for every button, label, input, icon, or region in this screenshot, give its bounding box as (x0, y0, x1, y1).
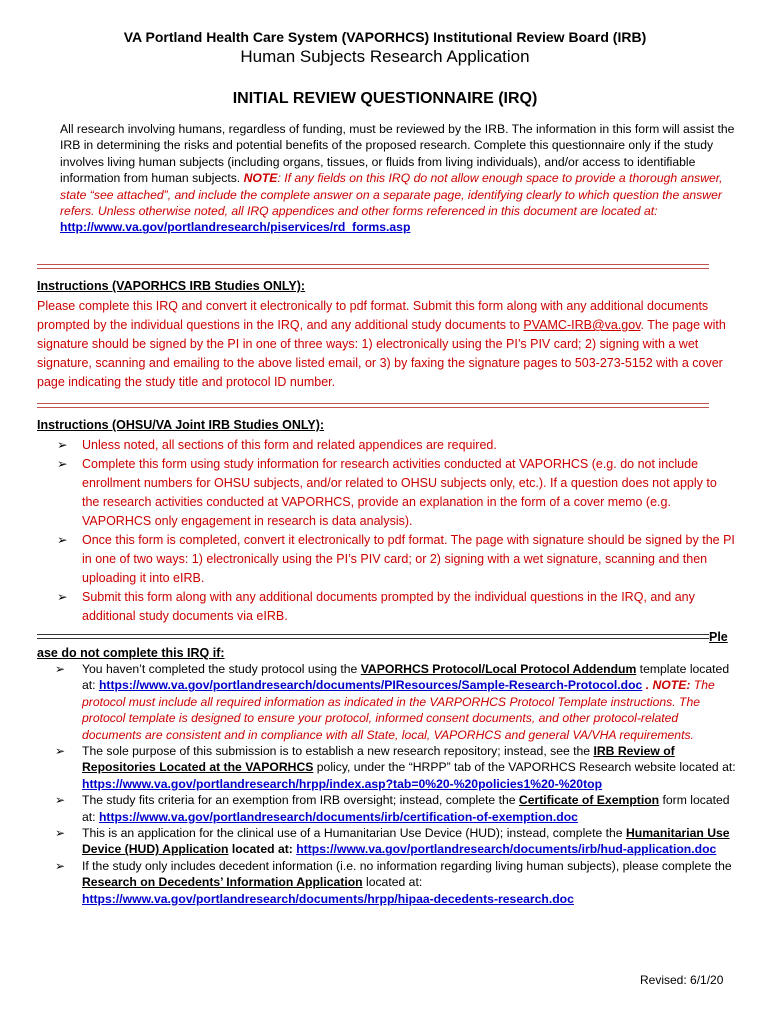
arrow-bullet-icon: ➢ (55, 662, 66, 676)
list-item: ➢ If the study only includes decedent information (i.e. no information regarding living human subjects), please complete the Research on Decedents’ Information Application located at: https://www.va.gov/portlandresearch/documents/hrpp/hipaa-decedents-research.doc (55, 858, 732, 906)
intro-paragraph (60, 121, 740, 236)
va-instructions-text: Please complete this IRQ and convert it electronically to pdf format. Submit this form along with any additional documents prompted by the individual questions in the IRQ, and any additional study documents to (37, 299, 709, 332)
list-item: ➢ Submit this form along with any additional documents prompted by the individual questions in the IRQ, and any additional study documents via eIRB. (57, 590, 695, 623)
list-item: ➢ The study fits criteria for an exemption from IRB oversight; instead, complete the Certificate of Exemption form located at: https://www.va.gov/portlandresearch/documents/irb/certification-of-exemption.doc (55, 793, 730, 824)
arrow-bullet-icon: ➢ (55, 858, 66, 873)
org-header: VA Portland Health Care System (VAPORHCS) Institutional Review Board (IRB) (123, 29, 647, 45)
va-instructions-title: Instructions (VAPORHCS IRB Studies ONLY): (37, 279, 306, 293)
intro-note-label: NOTE (243, 171, 278, 186)
intro-note-text: : If any fields on this IRQ do not allow enough space to provide a thorough answer, state “see attached”, and include the complete answer on a separate page, identifying clearly to which question the answer refers. Unless otherwise noted, all IRQ appendices and other forms referenced in this document are located at: (60, 171, 723, 219)
arrow-bullet-icon: ➢ (57, 438, 68, 452)
ohsu-instructions-list (37, 436, 737, 626)
irb-email-link[interactable]: PVAMC-IRB@va.gov (523, 318, 641, 332)
decedents-application-link[interactable]: https://www.va.gov/portlandresearch/documents/hrpp/hipaa-decedents-research.doc (82, 891, 574, 906)
do-not-list (37, 661, 737, 907)
forms-link[interactable]: http://www.va.gov/portlandresearch/piservices/rd_forms.asp (60, 220, 411, 235)
section-divider (37, 264, 709, 269)
arrow-bullet-icon: ➢ (55, 826, 66, 841)
section-divider (37, 403, 709, 408)
intro-text: All research involving humans, regardless of funding, must be reviewed by the IRB. The information in this form will assist the IRB in determining the risks and potential benefits of the proposed research. Complete this questionnaire only if the study involves living human subjects (including organs, tissues, or fluids from living individuals), and/or access to identifiable information from human subjects. (60, 122, 735, 186)
va-instructions-body (37, 297, 737, 392)
do-not-title: ase do not complete this IRQ if: (37, 646, 225, 660)
page-title: INITIAL REVIEW QUESTIONNAIRE (IRQ) (232, 90, 538, 107)
application-subtitle: Human Subjects Research Application (240, 47, 530, 66)
arrow-bullet-icon: ➢ (55, 793, 66, 808)
va-instructions-text-after: . The page with signature should be signed by the PI in one of three ways: 1) electronically using the PI’s PIV card; 2) signing with a wet signature, scanning and emailing to the above listed email, or 3) by faxing the signature pages to 503-273-5152 with a cover page indicating the study title and protocol ID number. (37, 318, 726, 389)
ohsu-instructions-title: Instructions (OHSU/VA Joint IRB Studies ONLY): (37, 418, 325, 432)
revision-date: Revised: 6/1/20 (640, 973, 724, 987)
list-item: ➢ Once this form is completed, convert it electronically to pdf format. The page with signature should be signed by the PI in one of two ways: 1) electronically using the PI’s PIV card; or 2) signing with a wet signature, scanning and then uploading it into eIRB. (57, 533, 735, 585)
arrow-bullet-icon: ➢ (57, 533, 68, 547)
arrow-bullet-icon: ➢ (57, 590, 68, 604)
section-divider (37, 634, 709, 639)
protocol-template-link[interactable]: https://www.va.gov/portlandresearch/documents/PIResources/Sample-Research-Protocol.doc (98, 678, 643, 693)
list-item: ➢ Unless noted, all sections of this form and related appendices are required. (37, 436, 737, 455)
arrow-bullet-icon: ➢ (55, 744, 66, 759)
list-item: ➢ Complete this form using study information for research activities conducted at VAPORHCS (e.g. do not include enrollment numbers for OHSU subjects, and/or related to OHSU subjects only, etc.). If a question does not apply to the research activities conducted at VAPORHCS, provide an explanation in the form of a cover memo (e.g. VAPORHCS only engagement in research is data analysis). (57, 457, 717, 528)
arrow-bullet-icon: ➢ (57, 457, 68, 471)
list-item: ➢ You haven’t completed the study protocol using the VAPORHCS Protocol/Local Protocol Addendum template located at: https://www.va.gov/portlandresearch/documents/PIResources/Sample-Research-Protocol.doc . NOTE: The protocol must include all required information as indicated in the VARPORHCS Protocol Template instructions. The protocol template is designed to ensure your protocol, informed consent documents, and other protocol-related documents are consistent and in compliance with all State, local, VAPORHCS and general VA/VHA requirements. (55, 662, 730, 742)
exemption-form-link[interactable]: https://www.va.gov/portlandresearch/documents/irb/certification-of-exemption.doc (98, 809, 578, 824)
do-not-title-prefix: Ple (709, 630, 728, 644)
hrpp-policies-link[interactable]: https://www.va.gov/portlandresearch/hrpp/index.asp?tab=0%20-%20policies1%20-%20top (82, 776, 603, 791)
list-item: ➢ This is an application for the clinical use of a Humanitarian Use Device (HUD); instead, complete the Humanitarian Use Device (HUD) Application located at: https://www.va.gov/portlandresearch/documents/irb/hud-application.doc (55, 826, 730, 857)
hud-application-link[interactable]: https://www.va.gov/portlandresearch/documents/irb/hud-application.doc (296, 842, 717, 857)
list-item: ➢ The sole purpose of this submission is to establish a new research repository; instead, see the IRB Review of Repositories Located at the VAPORHCS policy, under the “HRPP” tab of the VAPORHCS Research website located at: https://www.va.gov/portlandresearch/hrpp/index.asp?tab=0%20-%20policies1%20-%20top (55, 744, 736, 791)
